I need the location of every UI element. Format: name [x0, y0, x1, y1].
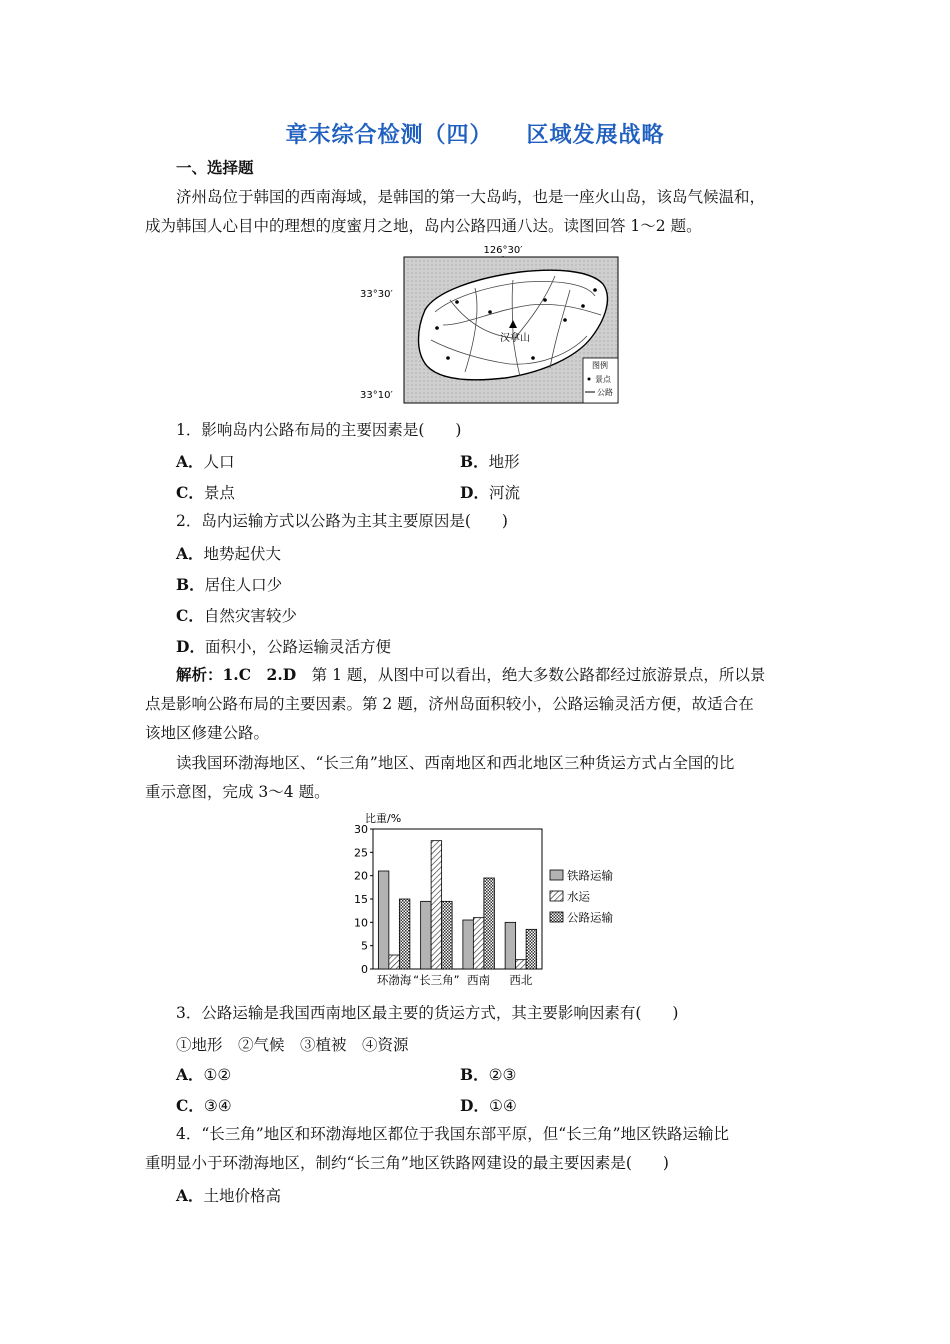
bar-公路运输: [484, 878, 495, 969]
bar-水运: [516, 960, 527, 969]
map-mountain-label: 汉拿山: [500, 333, 530, 344]
title-sub: 区域发展战略: [526, 123, 665, 148]
analysis-line3: 该地区修建公路。: [145, 724, 270, 742]
map-spot: [531, 356, 535, 360]
intro1-line1: 济州岛位于韩国的西南海域，是韩国的第一大岛屿，也是一座火山岛，该岛气候温和，: [176, 188, 766, 206]
legend-label: 公路运输: [567, 910, 613, 925]
x-tick-label: “长三角”: [413, 973, 460, 987]
legend-swatch: [550, 870, 563, 880]
map-latitude-top: 33°30′: [360, 289, 393, 300]
legend-label: 铁路运输: [567, 868, 613, 883]
bar-铁路运输: [463, 920, 474, 969]
q2-option-a: A．地势起伏大: [176, 544, 282, 563]
intro1-line2: 成为韩国人心目中的理想的度蜜月之地，岛内公路四通八达。读图回答 1～2 题。: [145, 217, 702, 235]
map-legend-spot-icon: [588, 378, 591, 381]
title-main: 章末综合检测（四）: [285, 123, 493, 148]
map-spot: [488, 310, 492, 314]
legend-label: 水运: [567, 889, 590, 904]
y-tick-label: 0: [361, 963, 368, 976]
q2-option-b: B．居住人口少: [176, 575, 283, 594]
section-heading: 一、选择题: [176, 159, 254, 177]
bar-水运: [389, 955, 400, 969]
intro2-line2: 重示意图，完成 3～4 题。: [145, 783, 330, 801]
q3-stem: 3．公路运输是我国西南地区最主要的货运方式，其主要影响因素有( ): [176, 1004, 679, 1022]
map-spot: [435, 326, 439, 330]
freight-share-chart: [345, 810, 645, 992]
q4-option-a: A．土地价格高: [176, 1186, 282, 1205]
q2-stem: 2．岛内运输方式以公路为主其主要原因是( ): [176, 512, 508, 530]
y-tick-label: 25: [354, 846, 368, 860]
q1-option-c: C．景点: [176, 483, 235, 502]
y-tick-label: 30: [354, 823, 368, 836]
map-spot: [593, 288, 597, 292]
q1-option-d: D．河流: [460, 483, 520, 502]
x-tick-label: 西北: [509, 973, 533, 987]
bar-公路运输: [442, 901, 453, 969]
jeju-map: [355, 240, 630, 408]
q1-option-b: B．地形: [460, 452, 520, 471]
q3-option-b: B．②③: [460, 1065, 517, 1084]
y-tick-label: 20: [354, 869, 368, 883]
legend-swatch: [550, 912, 563, 922]
map-legend-spot: 景点: [595, 375, 611, 384]
y-tick-label: 15: [354, 893, 368, 906]
q2-option-c: C．自然灾害较少: [176, 606, 297, 625]
q4-stem-line1: 4．“长三角”地区和环渤海地区都位于我国东部平原，但“长三角”地区铁路运输比: [176, 1125, 730, 1143]
map-spot: [563, 318, 567, 322]
map-spot: [455, 300, 459, 304]
chart-ylabel: 比重/%: [365, 812, 402, 825]
map-longitude-label: 126°30′: [483, 245, 523, 256]
x-tick-label: 西南: [467, 973, 491, 987]
map-latitude-bottom: 33°10′: [360, 390, 393, 401]
q4-stem-line2: 重明显小于环渤海地区，制约“长三角”地区铁路网建设的最主要因素是( ): [145, 1154, 669, 1172]
q3-option-d: D．①④: [460, 1096, 517, 1115]
map-spot: [446, 356, 450, 360]
y-tick-label: 10: [354, 916, 368, 930]
bar-水运: [473, 918, 484, 969]
x-tick-label: 环渤海: [376, 973, 412, 987]
bar-公路运输: [399, 899, 410, 969]
q3-factors: ①地形 ②气候 ③植被 ④资源: [176, 1036, 409, 1054]
bar-公路运输: [526, 929, 537, 969]
chart-plot-area: [373, 829, 542, 969]
q2-option-d: D．面积小，公路运输灵活方便: [176, 637, 391, 656]
legend-swatch: [550, 891, 563, 901]
chart-legend: [550, 869, 613, 925]
page-title: [0, 118, 950, 149]
intro2-line1: 读我国环渤海地区、“长三角”地区、西南地区和西北地区三种货运方式占全国的比: [176, 754, 735, 772]
q3-option-a: A．①②: [176, 1065, 232, 1084]
bar-铁路运输: [378, 871, 389, 969]
map-legend-title: 图例: [592, 361, 608, 370]
chart-frame: [373, 829, 542, 969]
y-tick-label: 5: [361, 939, 368, 953]
analysis-line1: 解析：1.C 2.D 第 1 题，从图中可以看出，绝大多数公路都经过旅游景点，所以景: [176, 665, 766, 684]
q1-stem: 1．影响岛内公路布局的主要因素是( ): [176, 421, 462, 439]
bar-铁路运输: [505, 922, 516, 969]
q1-option-a: A．人口: [176, 452, 235, 471]
map-legend-road: 公路: [597, 388, 613, 397]
bar-水运: [431, 841, 442, 969]
q3-option-c: C．③④: [176, 1096, 232, 1115]
analysis-line2: 点是影响公路布局的主要因素。第 2 题，济州岛面积较小，公路运输灵活方便，故适合在: [145, 695, 754, 713]
bar-铁路运输: [421, 901, 432, 969]
map-spot: [581, 304, 585, 308]
map-spot: [543, 298, 547, 302]
